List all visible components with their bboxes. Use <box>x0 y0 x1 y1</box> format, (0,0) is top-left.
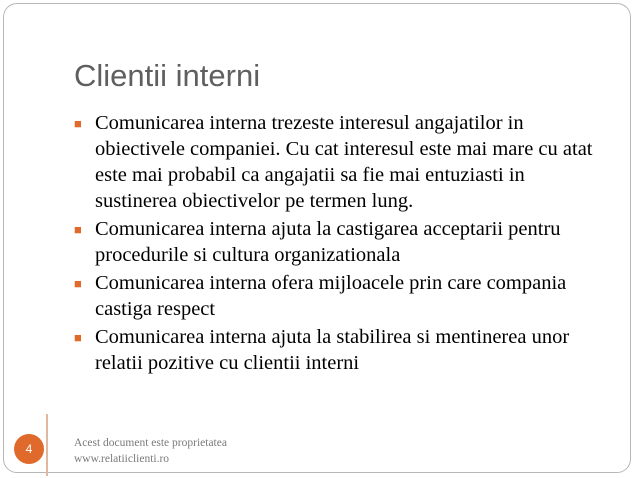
footer-divider <box>46 414 48 476</box>
bullet-square-icon: ■ <box>74 222 82 237</box>
bullet-item <box>74 216 604 268</box>
bullet-item <box>74 110 604 214</box>
bullet-text: Comunicarea interna ajuta la castigarea acceptarii pentru procedurile si cultura organizationala <box>95 218 561 266</box>
footer <box>74 435 227 467</box>
page-number-badge: 4 <box>14 434 44 464</box>
bullet-square-icon: ■ <box>74 330 82 345</box>
bullet-text: Comunicarea interna trezeste interesul angajatilor in obiectivele companiei. Cu cat interesul este mai mare cu atat este mai probabil ca angajatii sa fie mai entuziasti in sustinerea obiectivelor pe termen lung. <box>95 112 593 212</box>
slide-title: Clientii interni <box>74 58 261 93</box>
footer-website-text: www.relatiiclienti.ro <box>74 453 170 465</box>
bullet-item <box>74 324 604 376</box>
bullet-square-icon: ■ <box>74 116 82 131</box>
bullet-text: Comunicarea interna ofera mijloacele prin care compania castiga respect <box>95 272 567 320</box>
bullet-list <box>74 110 604 378</box>
bullet-text: Comunicarea interna ajuta la stabilirea si mentinerea unor relatii pozitive cu clientii interni <box>95 326 570 374</box>
bullet-item <box>74 270 604 322</box>
slide <box>3 3 631 473</box>
bullet-square-icon: ■ <box>74 276 82 291</box>
footer-owner-text: Acest document este proprietatea <box>74 437 227 449</box>
